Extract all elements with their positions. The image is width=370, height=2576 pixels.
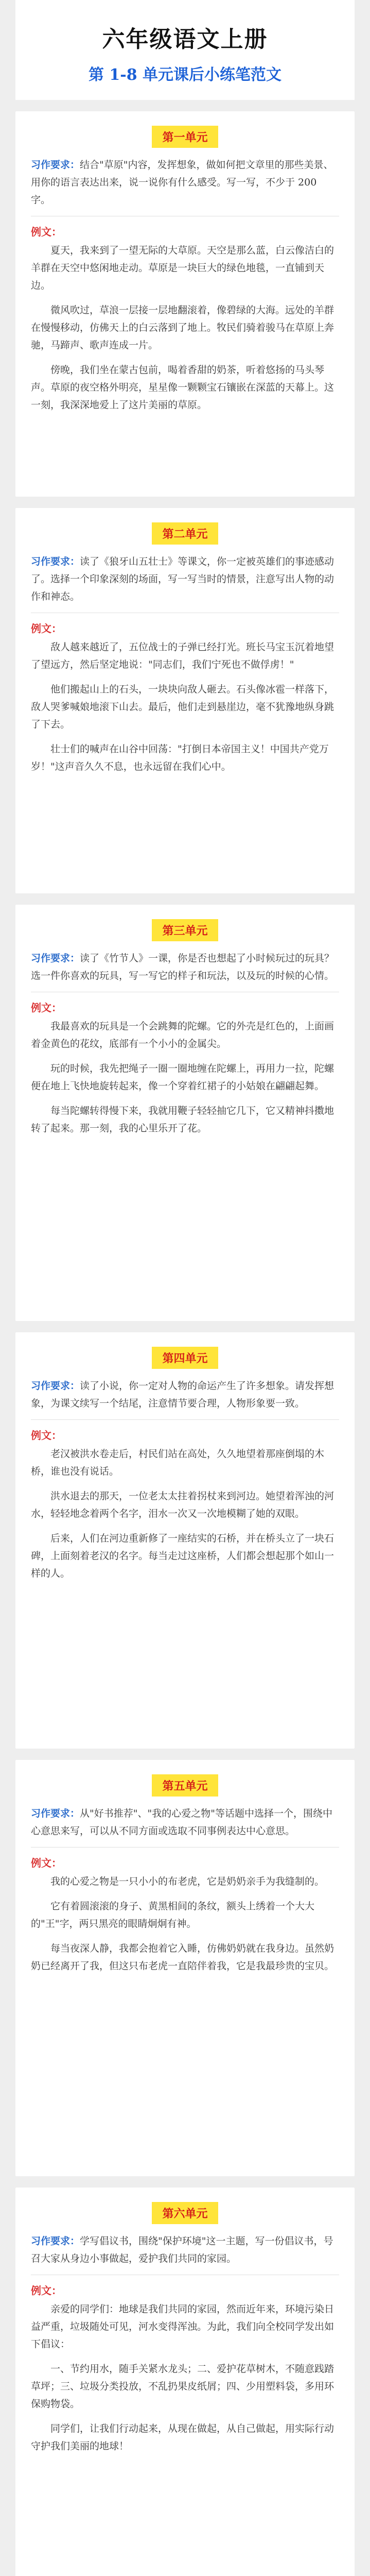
example-paragraph: 敌人越来越近了，五位战士的子弹已经打光。班长马宝玉沉着地望了望远方，然后坚定地说："同志们，我们宁死也不做俘虏！" <box>31 641 334 670</box>
example-paragraph: 我的心爱之物是一只小小的布老虎，它是奶奶亲手为我缝制的。 <box>50 1876 325 1887</box>
prompt-text: 读了《竹节人》一课，你是否也想起了小时候玩过的玩具？选一件你喜欢的玩具，写一写它的样子和玩法，以及玩的时候的心情。 <box>31 953 334 981</box>
example-paragraph: 老汉被洪水卷走后，村民们站在高处，久久地望着那座倒塌的木桥，谁也没有说话。 <box>31 1448 325 1477</box>
page-title: 六年级语文上册 <box>102 26 268 53</box>
divider <box>31 1847 339 1848</box>
prompt-label: 习作要求： <box>31 1808 80 1819</box>
unit-prompt <box>31 156 339 209</box>
unit-badge: 第四单元 <box>152 1347 218 1369</box>
prompt-label: 习作要求： <box>31 556 80 567</box>
example-label: 例文： <box>31 1857 62 1869</box>
example-label: 例文： <box>31 226 62 238</box>
page-header <box>15 0 355 100</box>
prompt-label: 习作要求： <box>31 953 80 964</box>
example-paragraph: 洪水退去的那天，一位老太太拄着拐杖来到河边。她望着浑浊的河水，轻轻地念着两个名字，泪水一次又一次地模糊了她的双眼。 <box>31 1490 334 1519</box>
unit-prompt <box>31 2232 339 2267</box>
unit-prompt <box>31 1377 339 1412</box>
example-paragraph: 我最喜欢的玩具是一个会跳舞的陀螺。它的外壳是红色的，上面画着金黄色的花纹，底部有一个小小的金属尖。 <box>31 1021 334 1049</box>
example-paragraph: 亲爱的同学们：地球是我们共同的家园，然而近年来，环境污染日益严重，垃圾随处可见，河水变得浑浊。为此，我们向全校同学发出如下倡议： <box>31 2303 334 2350</box>
example-paragraph: 同学们，让我们行动起来，从现在做起，从自己做起，用实际行动守护我们美丽的地球！ <box>31 2423 334 2452</box>
example-paragraph: 玩的时候，我先把绳子一圈一圈地缠在陀螺上，再用力一拉，陀螺便在地上飞快地旋转起来，像一个穿着红裙子的小姑娘在翩翩起舞。 <box>31 1063 334 1092</box>
page-subtitle: 第 1-8 单元课后小练笔范文 <box>88 66 282 84</box>
example-paragraph: 夏天，我来到了一望无际的大草原。天空是那么蓝，白云像洁白的羊群在天空中悠闲地走动。草原是一块巨大的绿色地毯，一直铺到天边。 <box>31 245 334 291</box>
prompt-text: 读了小说，你一定对人物的命运产生了许多想象。请发挥想象，为课文续写一个结尾，注意情节要合理，人物形象要一致。 <box>31 1380 334 1409</box>
unit-card-5 <box>15 1760 355 2176</box>
unit-badge: 第六单元 <box>152 2202 218 2224</box>
example-paragraph: 壮士们的喊声在山谷中回荡："打倒日本帝国主义！中国共产党万岁！"这声音久久不息，也永远留在我们心中。 <box>31 743 329 772</box>
example-paragraph: 后来，人们在河边重新修了一座结实的石桥，并在桥头立了一块石碑，上面刻着老汉的名字。每当走过这座桥，人们都会想起那个如山一样的人。 <box>31 1533 334 1579</box>
prompt-label: 习作要求： <box>31 159 80 171</box>
example-label: 例文： <box>31 1002 62 1014</box>
example-label: 例文： <box>31 622 62 635</box>
example-paragraph: 微风吹过，草浪一层接一层地翻滚着，像碧绿的大海。远处的羊群在慢慢移动，仿佛天上的白云落到了地上。牧民们骑着骏马在草原上奔驰，马蹄声、歌声连成一片。 <box>31 304 334 351</box>
prompt-text: 从"好书推荐"、"我的心爱之物"等话题中选择一个，围绕中心意思来写，可以从不同方面或选取不同事例表达中心意思。 <box>31 1808 332 1837</box>
unit-badge: 第三单元 <box>152 919 218 941</box>
prompt-text: 学写倡议书，围绕"保护环境"这一主题，写一份倡议书，号召大家从身边小事做起，爱护我们共同的家园。 <box>31 2235 333 2264</box>
unit-badge: 第一单元 <box>152 126 218 148</box>
example-paragraph: 它有着圆滚滚的身子、黄黑相间的条纹，额头上绣着一个大大的"王"字，两只黑亮的眼睛炯炯有神。 <box>31 1901 315 1929</box>
prompt-label: 习作要求： <box>31 1380 80 1392</box>
unit-card-2 <box>15 508 355 893</box>
example-paragraph: 傍晚，我们坐在蒙古包前，喝着香甜的奶茶，听着悠扬的马头琴声。草原的夜空格外明亮，星星像一颗颗宝石镶嵌在深蓝的天幕上。这一刻，我深深地爱上了这片美丽的草原。 <box>31 364 334 411</box>
unit-badge: 第二单元 <box>152 522 218 545</box>
unit-card-1 <box>15 111 355 497</box>
example-paragraph: 一、节约用水，随手关紧水龙头；二、爱护花草树木，不随意践踏草坪；三、垃圾分类投放，不乱扔果皮纸屑；四、少用塑料袋，多用环保购物袋。 <box>31 2363 334 2410</box>
unit-card-6 <box>15 2188 355 2576</box>
unit-card-3 <box>15 905 355 1321</box>
unit-prompt <box>31 553 339 605</box>
unit-prompt <box>31 950 339 985</box>
prompt-text: 结合"草原"内容，发挥想象，做如何把文章里的那些美景、用你的语言表达出来，说一说你有什么感受。写一写，不少于 200 字。 <box>31 159 333 206</box>
example-label: 例文： <box>31 1429 62 1442</box>
prompt-label: 习作要求： <box>31 2235 80 2247</box>
example-label: 例文： <box>31 2284 62 2297</box>
prompt-text: 读了《狼牙山五壮士》等课文，你一定被英雄们的事迹感动了。选择一个印象深刻的场面，写一写当时的情景，注意写出人物的动作和神态。 <box>31 556 334 602</box>
unit-card-4 <box>15 1332 355 1749</box>
unit-badge: 第五单元 <box>152 1774 218 1797</box>
example-paragraph: 每当陀螺转得慢下来，我就用鞭子轻轻抽它几下，它又精神抖擞地转了起来。那一刻，我的心里乐开了花。 <box>31 1105 334 1134</box>
divider <box>31 1419 339 1420</box>
example-paragraph: 他们搬起山上的石头，一块块向敌人砸去。石头像冰雹一样落下，敌人哭爹喊娘地滚下山去。最后，他们走到悬崖边，毫不犹豫地纵身跳了下去。 <box>31 684 334 730</box>
unit-prompt <box>31 1805 339 1840</box>
example-paragraph: 每当夜深人静，我都会抱着它入睡，仿佛奶奶就在我身边。虽然奶奶已经离开了我，但这只布老虎一直陪伴着我，它是我最珍贵的宝贝。 <box>31 1943 334 1972</box>
